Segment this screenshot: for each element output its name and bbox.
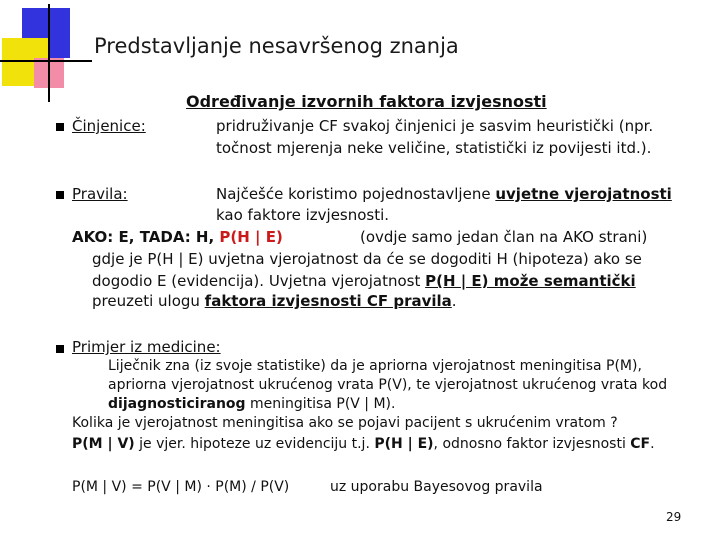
- example-line-5-text-a: je vjer. hipoteze uz evidenciju t.j.: [134, 436, 375, 452]
- rules-line-1: [216, 185, 672, 203]
- rules-line-6-emphasis: faktora izvjesnosti CF pravila: [204, 292, 452, 310]
- bullet-rules: [56, 191, 64, 199]
- bayes-formula: P(M | V) = P(V | M) · P(M) / P(V): [72, 479, 290, 495]
- rules-line-6: [92, 292, 457, 310]
- conditional-probability-term: uvjetne vjerojatnosti: [495, 185, 672, 203]
- example-line-3-emphasis: dijagnosticiranog: [108, 396, 246, 412]
- example-phe: P(H | E): [374, 436, 434, 452]
- corner-vertical-line: [48, 4, 50, 102]
- page-number: 29: [666, 510, 682, 524]
- rule-form-probability: P(H | E): [219, 228, 283, 246]
- example-line-3-text: meningitisa P(V | M).: [245, 396, 396, 412]
- bullet-example: [56, 345, 64, 353]
- example-heading: Primjer iz medicine:: [72, 338, 221, 356]
- rules-line-6-text: preuzeti ulogu: [92, 292, 205, 310]
- example-line-1: Liječnik zna (iz svoje statistike) da je apriorna vjerojatnost meningitisa P(M),: [108, 358, 642, 374]
- example-line-2: apriorna vjerojatnost ukrućenog vrata P(V), te vjerojatnost ukrućenog vrata kod: [108, 377, 668, 393]
- rules-line-5-text: dogodio E (evidencija). Uvjetna vjerojatnost: [92, 272, 426, 290]
- slide-title: Predstavljanje nesavršenog znanja: [94, 34, 459, 58]
- rules-line-2: kao faktore izvjesnosti.: [216, 206, 390, 224]
- rules-line-1-text: Najčešće koristimo pojednostavljene: [216, 185, 496, 203]
- facts-label: Činjenice:: [72, 117, 146, 135]
- rules-line-6-end: .: [451, 292, 457, 310]
- bullet-facts: [56, 123, 64, 131]
- example-line-5: [72, 436, 655, 452]
- rule-form-note: (ovdje samo jedan član na AKO strani): [360, 228, 648, 246]
- rule-form-text: AKO: E, TADA: H,: [72, 228, 220, 246]
- rules-line-5-emphasis: P(H | E) može semantički: [425, 272, 636, 290]
- rules-label: Pravila:: [72, 185, 128, 203]
- example-line-3: [108, 396, 395, 412]
- facts-line-1: pridruživanje CF svakoj činjenici je sasvim heuristički (npr.: [216, 117, 654, 135]
- rule-form-line: [72, 228, 283, 246]
- bayes-note: uz uporabu Bayesovog pravila: [330, 479, 543, 495]
- example-line-5-end: .: [650, 436, 655, 452]
- example-cf: CF: [630, 436, 651, 452]
- corner-horizontal-line: [0, 60, 92, 62]
- facts-line-2: točnost mjerenja neke veličine, statistički iz povijesti itd.).: [216, 139, 652, 157]
- example-pmv: P(M | V): [72, 436, 135, 452]
- example-question: Kolika je vjerojatnost meningitisa ako se pojavi pacijent s ukrućenim vratom ?: [72, 415, 618, 431]
- rules-line-5: [92, 272, 636, 290]
- example-line-5-text-b: , odnosno faktor izvjesnosti: [433, 436, 631, 452]
- section-subtitle: Određivanje izvornih faktora izvjesnosti: [186, 92, 547, 111]
- rules-line-4: gdje je P(H | E) uvjetna vjerojatnost da će se dogoditi H (hipoteza) ako se: [92, 250, 642, 268]
